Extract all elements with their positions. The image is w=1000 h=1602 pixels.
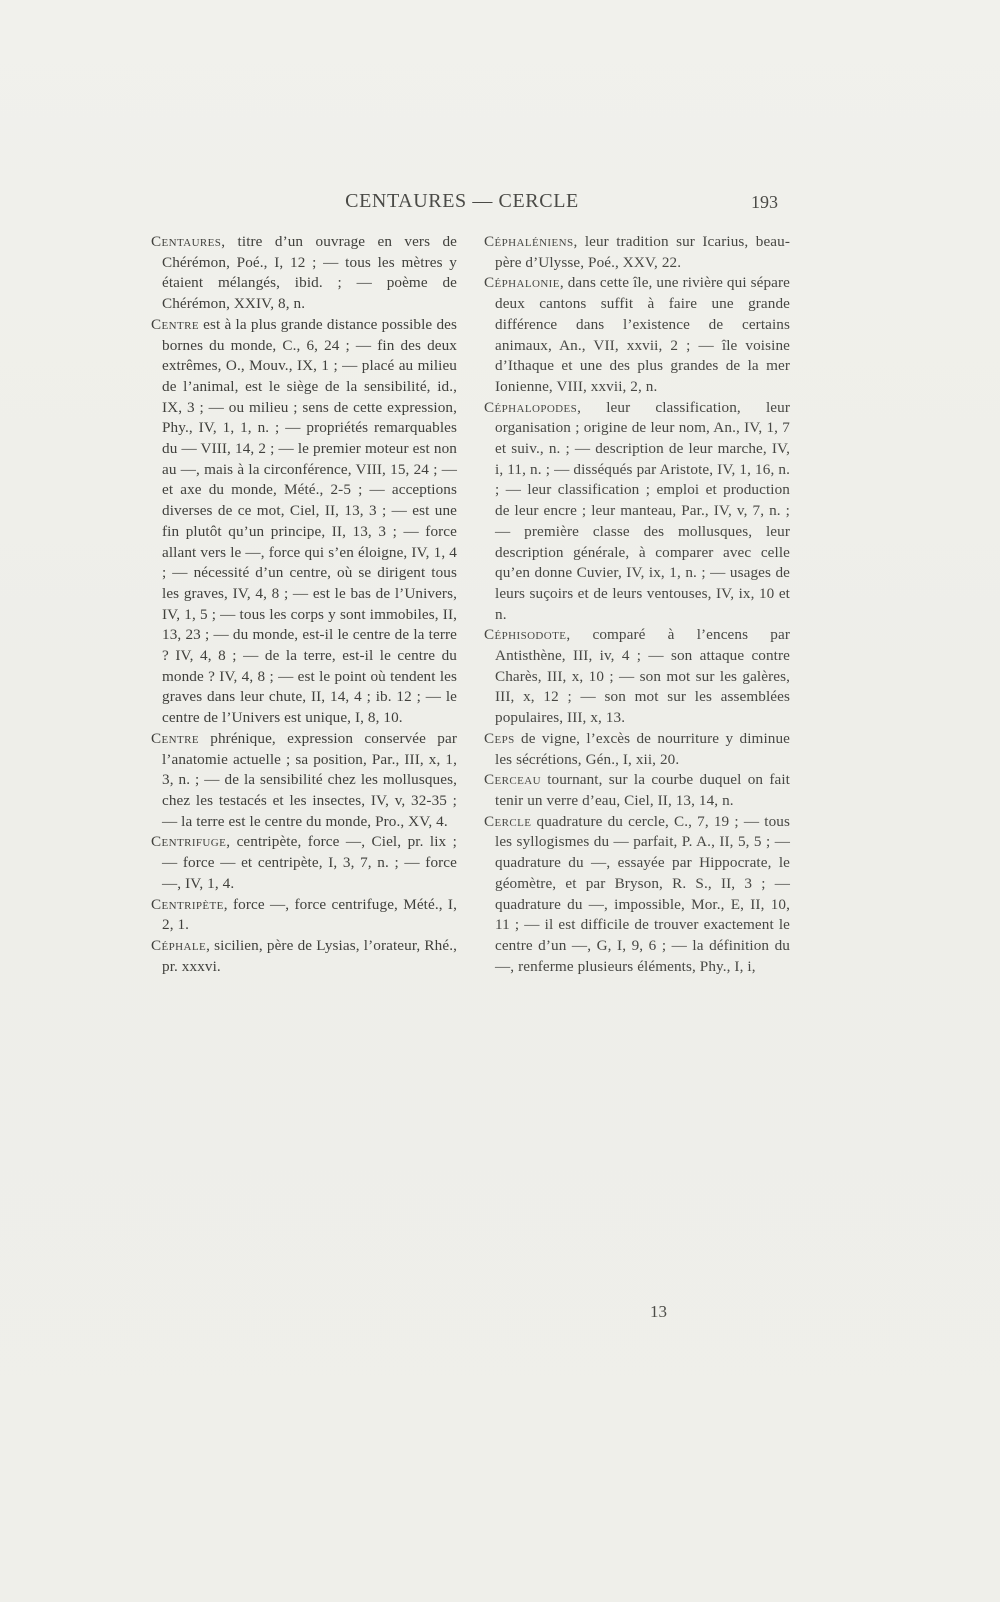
printer-signature: 13	[650, 1302, 667, 1321]
running-head	[146, 190, 778, 220]
index-entry	[484, 812, 790, 978]
index-entry	[151, 895, 457, 936]
index-entry	[484, 398, 790, 626]
index-entry	[151, 832, 457, 894]
entry-headword: Centripète	[151, 895, 224, 913]
entry-text: , comparé à l’encens par Antisthène, III, iv, 4 ; — son attaque contre Charès, III, x, 10 ; — son mot sur les galères, III, x, 12 ; — son mot sur les assemblées populaires, III, x, 13.	[495, 626, 790, 727]
entry-text: tournant, sur la courbe duquel on fait tenir un verre d’eau, Ciel, II, 13, 14, n.	[495, 771, 790, 809]
entry-headword: Centrifuge	[151, 833, 227, 851]
entry-text: , dans cette île, une rivière qui sépare deux cantons suffit à faire une grande différence dans l’existence de certains animaux, An., VII, xxvii, 2 ; — île voisine d’Ithaque et une des plus grandes de la mer Ionienne, VIII, xxvii, 2, n.	[495, 274, 790, 395]
entry-text: , force —, force centrifuge, Mété., I, 2, 1.	[162, 895, 457, 934]
entry-text: quadrature du cercle, C., 7, 19 ; — tous les syllogismes du — parfait, P. A., II, 5, 5 ; — quadrature du —, essayée par Hippocrate, le géomètre, et par Bryson, R. S., II, 3 ; — quadrature du —, impossible, Mor., E, II, 10, 11 ; — il est difficile de trouver exactement le centre d’un —, G, I, 9, 6 ; — la définition du —, renferme plusieurs éléments, Phy., I, i,	[495, 812, 790, 975]
index-entry	[484, 232, 790, 273]
index-entry	[151, 232, 457, 315]
entry-headword: Céphalonie	[484, 274, 560, 292]
entry-headword: Céphalopodes	[484, 398, 578, 416]
index-entry	[151, 315, 457, 729]
entry-text: , leur classification, leur organisation ; origine de leur nom, An., IV, 1, 7 et suiv., n. ; — description de leur marche, IV, i, 11, n. ; — disséqués par Aristote, IV, 1, 16, n. ; — leur classification ; emploi et production de leur encre ; leur manteau, Par., IV, v, 7, n. ; — première classe des mollusques, leur description générale, à comparer avec celle qu’en donne Cuvier, IV, ix, 1, n. ; — usages de leurs suçoirs et de leurs ventouses, IV, ix, 10 et n.	[495, 398, 790, 623]
index-entry	[484, 273, 790, 397]
entry-headword: Cerceau	[484, 771, 541, 789]
index-entry	[151, 729, 457, 833]
entry-headword: Céphaléniens	[484, 233, 574, 250]
entry-headword: Céphale	[151, 936, 207, 954]
index-entry	[484, 729, 790, 770]
entry-headword: Centre	[151, 315, 199, 333]
entry-headword: Centre	[151, 729, 199, 747]
entry-headword: Céphisodote	[484, 626, 567, 644]
page-title: CENTAURES — CERCLE	[345, 190, 579, 212]
left-column	[151, 232, 457, 977]
entry-text: est à la plus grande distance possible des bornes du monde, C., 6, 24 ; — fin des deux extrêmes, O., Mouv., IX, 1 ; — placé au milieu de l’animal, est le siège de la sensibilité, id., IX, 3 ; — ou milieu ; sens de cette expression, Phy., IV, 1, 1, n. ; — propriétés remarquables du — VIII, 14, 2 ; — le premier moteur est non au —, mais à la circonférence, VIII, 15, 24 ; — et axe du monde, Mété., 2-5 ; — acceptions diverses de ce mot, Ciel, II, 13, 3 ; — est une fin plutôt qu’un principe, II, 13, 3 ; — force allant vers le —, force qui s’en éloigne, IV, 1, 4 ; — nécessité d’un centre, où se dirigent tous les graves, IV, 4, 8 ; — est le bas de l’Univers, IV, 1, 5 ; — tous les corps y sont immobiles, II, 13, 23 ; — du monde, est-il le centre de la terre ? IV, 4, 8 ; — de la terre, est-il le centre du monde ? IV, 4, 8 ; — est le point où tendent les graves dans leur chute, II, 14, 4 ; ib. 12 ; — le centre de l’Univers est unique, I, 8, 10.	[162, 315, 457, 727]
entry-text: de vigne, l’excès de nourriture y diminue les sécrétions, Gén., I, xii, 20.	[495, 729, 790, 768]
page-number: 193	[751, 192, 778, 212]
entry-headword: Ceps	[484, 729, 515, 747]
entry-headword: Cercle	[484, 812, 532, 830]
index-entry	[484, 625, 790, 729]
entry-text: phrénique, expression conservée par l’anatomie actuelle ; sa position, Par., III, x, 1, 3, n. ; — de la sensibilité chez les mollusques, chez les testacés et les insectes, IV, v, 32-35 ; — la terre est le centre du monde, Pro., XV, 4.	[162, 729, 457, 830]
right-column	[484, 232, 790, 977]
entry-text: , sicilien, père de Lysias, l’orateur, Rhé., pr. xxxvi.	[162, 936, 457, 975]
entry-headword: Centaures	[151, 233, 222, 250]
entry-text: , leur tradition sur Icarius, beau-père d’Ulysse, Poé., XXV, 22.	[495, 233, 790, 271]
entry-text: , centripète, force —, Ciel, pr. lix ; — force — et centripète, I, 3, 7, n. ; — force —, IV, 1, 4.	[162, 833, 457, 892]
index-entry	[151, 936, 457, 977]
entry-text: , titre d’un ouvrage en vers de Chérémon, Poé., I, 12 ; — tous les mètres y étaient mélangés, ibid. ; — poème de Chérémon, XXIV, 8, n.	[162, 233, 457, 313]
index-entry	[484, 770, 790, 811]
